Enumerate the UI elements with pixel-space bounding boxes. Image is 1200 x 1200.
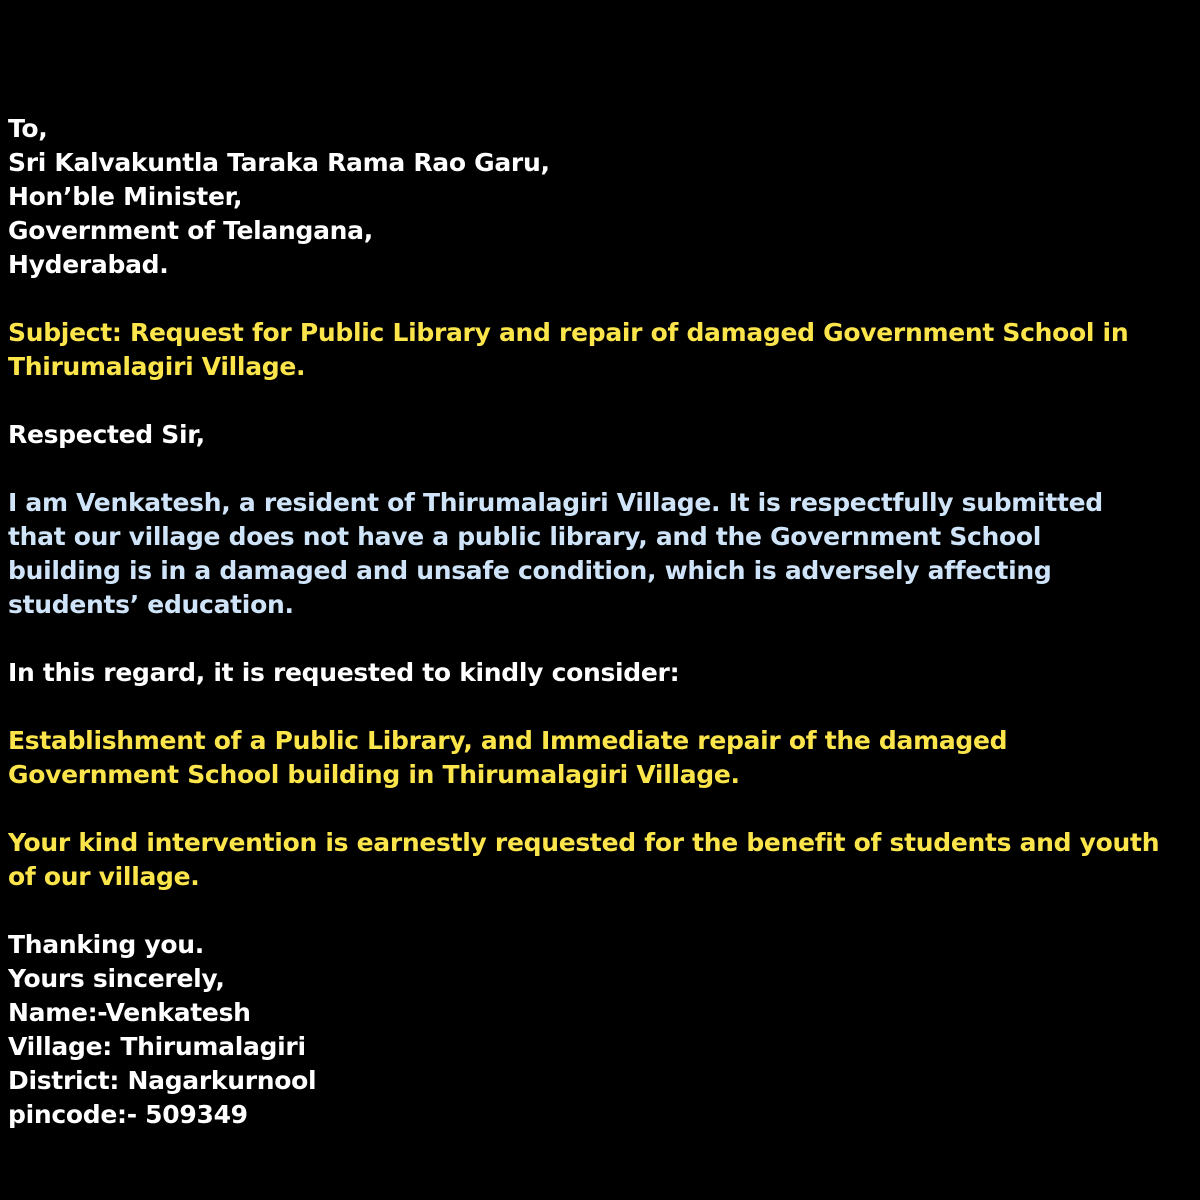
request-line-1: Establishment of a Public Library, and Immediate repair of the damaged: [8, 726, 1008, 755]
closing-request-line-2: of our village.: [8, 862, 200, 891]
signoff-pincode: pincode:- 509349: [8, 1100, 248, 1129]
spacer: [8, 384, 1200, 418]
body-line-4: students’ education.: [8, 590, 294, 619]
signoff-district: District: Nagarkurnool: [8, 1066, 317, 1095]
spacer: [8, 282, 1200, 316]
spacer: [8, 792, 1200, 826]
address-to: To,: [8, 114, 48, 143]
signoff-block: [8, 928, 1200, 1132]
body-paragraph: [8, 486, 1200, 622]
signoff-name: Name:-Venkatesh: [8, 998, 251, 1027]
address-government: Government of Telangana,: [8, 216, 373, 245]
address-designation: Hon’ble Minister,: [8, 182, 243, 211]
spacer: [8, 690, 1200, 724]
request-line-2: Government School building in Thirumalagiri Village.: [8, 760, 740, 789]
address-city: Hyderabad.: [8, 250, 169, 279]
subject-line-1: Subject: Request for Public Library and repair of damaged Government School in: [8, 318, 1129, 347]
subject-line-2: Thirumalagiri Village.: [8, 352, 306, 381]
subject-block: [8, 316, 1200, 384]
closing-request-block: [8, 826, 1200, 894]
letter: [8, 112, 1200, 1132]
body-line-1: I am Venkatesh, a resident of Thirumalagiri Village. It is respectfully submitted: [8, 488, 1103, 517]
salutation: Respected Sir,: [8, 420, 205, 449]
request-intro: In this regard, it is requested to kindly consider:: [8, 658, 680, 687]
body-line-2: that our village does not have a public library, and the Government School: [8, 522, 1042, 551]
address-name: Sri Kalvakuntla Taraka Rama Rao Garu,: [8, 148, 550, 177]
spacer: [8, 452, 1200, 486]
request-block: [8, 724, 1200, 792]
address-block: [8, 112, 1200, 282]
signoff-village: Village: Thirumalagiri: [8, 1032, 306, 1061]
spacer: [8, 622, 1200, 656]
spacer: [8, 894, 1200, 928]
body-line-3: building is in a damaged and unsafe condition, which is adversely affecting: [8, 556, 1052, 585]
closing-request-line-1: Your kind intervention is earnestly requested for the benefit of students and youth: [8, 828, 1160, 857]
signoff-thanks: Thanking you.: [8, 930, 204, 959]
signoff-yours: Yours sincerely,: [8, 964, 225, 993]
